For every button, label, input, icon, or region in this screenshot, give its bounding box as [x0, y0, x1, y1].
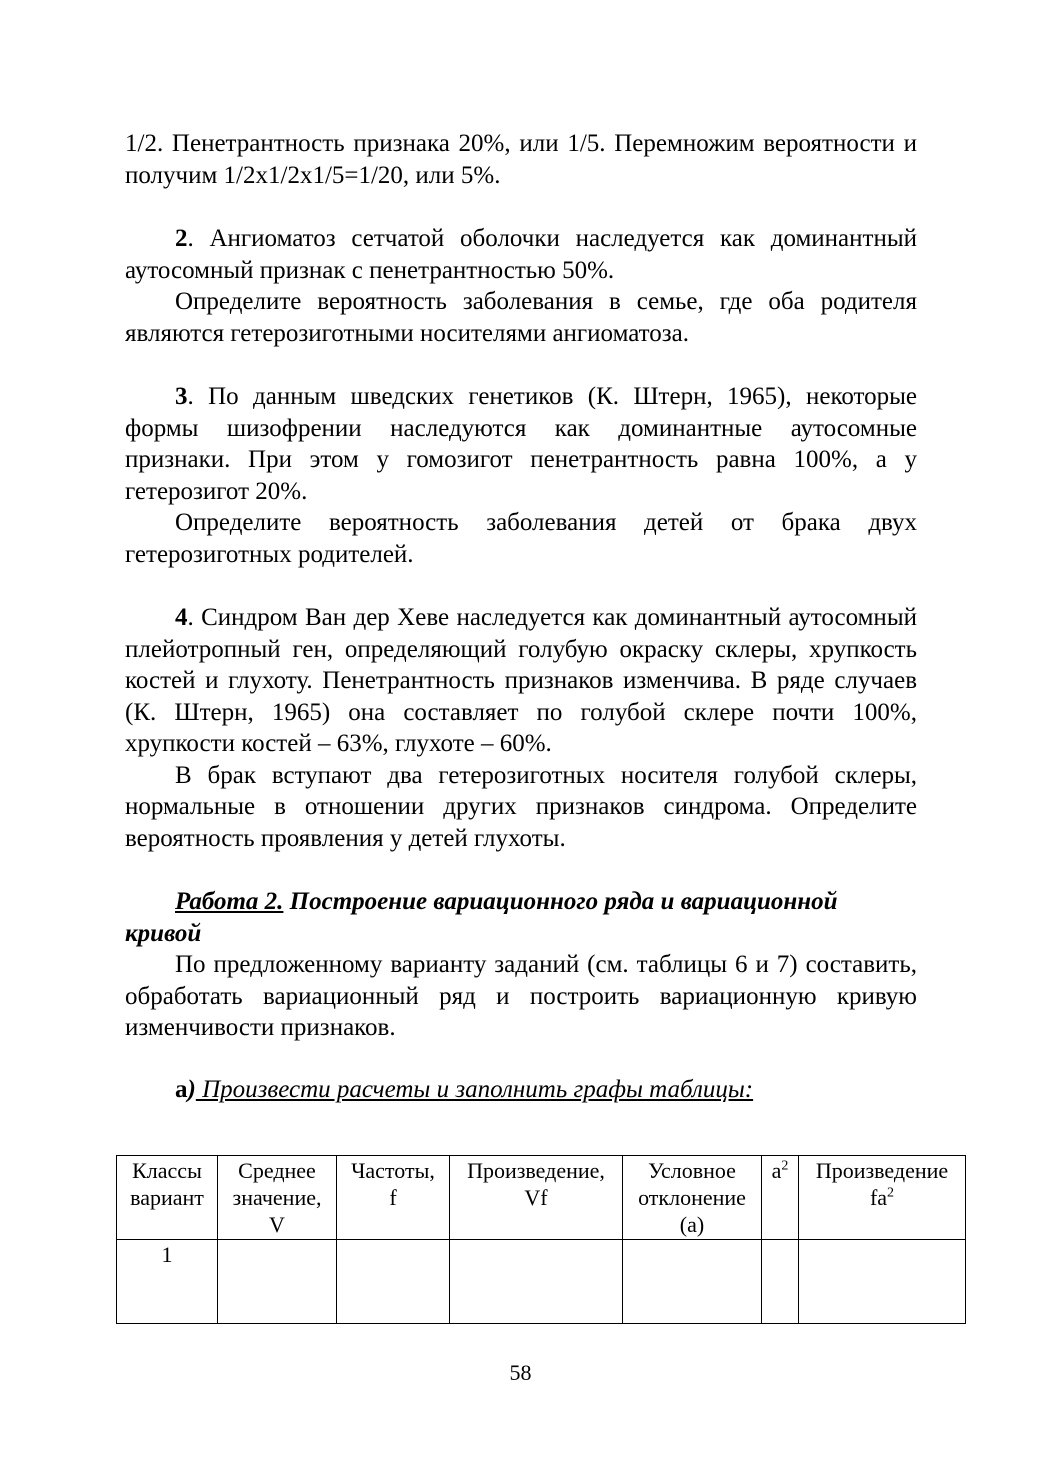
- problem-text: . Синдром Ван дер Хеве наследуется как доминантный аутосомный плейотропный ген, определяющий голубую окраску склеры, хрупкость костей и глухоту. Пенетрантность признаков изменчива. В ряде случаев (К. Штерн, 1965) она составляет по голубой склере почти 100%, хрупкости костей – 63%, глухоте – 60%.: [125, 604, 917, 757]
- section-title: Построение вариационного ряда и вариационной кривой: [125, 888, 838, 947]
- problem-2-question: Определите вероятность заболевания в семье, где оба родителя являются гетерозиготными носителями ангиоматоза.: [125, 288, 917, 347]
- problem-number: 3: [175, 383, 188, 410]
- page-body: [125, 128, 917, 1105]
- page-number: 58: [509, 1360, 532, 1385]
- problem-3: [125, 381, 917, 507]
- table-cell: [799, 1240, 966, 1324]
- problem-text: . Ангиоматоз сетчатой оболочки наследуется как доминантный аутосомный признак с пенетрантностью 50%.: [125, 225, 917, 284]
- problem-number: 2: [175, 225, 188, 252]
- header-cell: Классы вариант: [117, 1156, 218, 1240]
- table-cell: [218, 1240, 337, 1324]
- table-cell: [623, 1240, 762, 1324]
- paragraph-1: 1/2. Пенетрантность признака 20%, или 1/5. Перемножим вероятности и получим 1/2х1/2х1/5=1/20, или 5%.: [125, 130, 917, 189]
- problem-2: [125, 223, 917, 286]
- table-row: [117, 1240, 966, 1324]
- caption-paren: ): [187, 1075, 196, 1103]
- header-cell: Частоты, f: [337, 1156, 450, 1240]
- problem-4: [125, 602, 917, 760]
- problem-4-question: В брак вступают два гетерозиготных носителя голубой склеры, нормальные в отношении других признаков синдрома. Определите вероятность проявления у детей глухоты.: [125, 761, 917, 852]
- section-heading: [125, 886, 917, 949]
- table-cell: 1: [117, 1240, 218, 1324]
- section-label: Работа 2.: [175, 888, 284, 915]
- header-cell: Условное отклонение (a): [623, 1156, 762, 1240]
- header-cell: Произведение $fa^2$: [799, 1156, 966, 1240]
- header-cell: $a^2$: [762, 1156, 799, 1240]
- table-cell: [762, 1240, 799, 1324]
- caption-text: Произвести расчеты и заполнить графы таблицы:: [195, 1075, 754, 1103]
- caption-letter: а: [175, 1075, 188, 1103]
- section-intro: По предложенному варианту заданий (см. таблицы 6 и 7) составить, обработать вариационный ряд и построить вариационную кривую изменчивости признаков.: [125, 951, 917, 1041]
- table-header-row: [117, 1156, 966, 1240]
- table-cell: [450, 1240, 623, 1324]
- table-cell: [337, 1240, 450, 1324]
- header-cell: Произведение, Vf: [450, 1156, 623, 1240]
- table-caption: [125, 1074, 917, 1106]
- problem-3-question: Определите вероятность заболевания детей от брака двух гетерозиготных родителей.: [125, 509, 917, 568]
- problem-number: 4: [175, 604, 188, 631]
- problem-text: . По данным шведских генетиков (К. Штерн, 1965), некоторые формы шизофрении наследуются как доминантные аутосомные признаки. При этом у гомозигот пенетрантность равна 100%, а у гетерозигот 20%.: [125, 383, 917, 505]
- header-cell: Среднее значение, V: [218, 1156, 337, 1240]
- data-table: [116, 1155, 966, 1324]
